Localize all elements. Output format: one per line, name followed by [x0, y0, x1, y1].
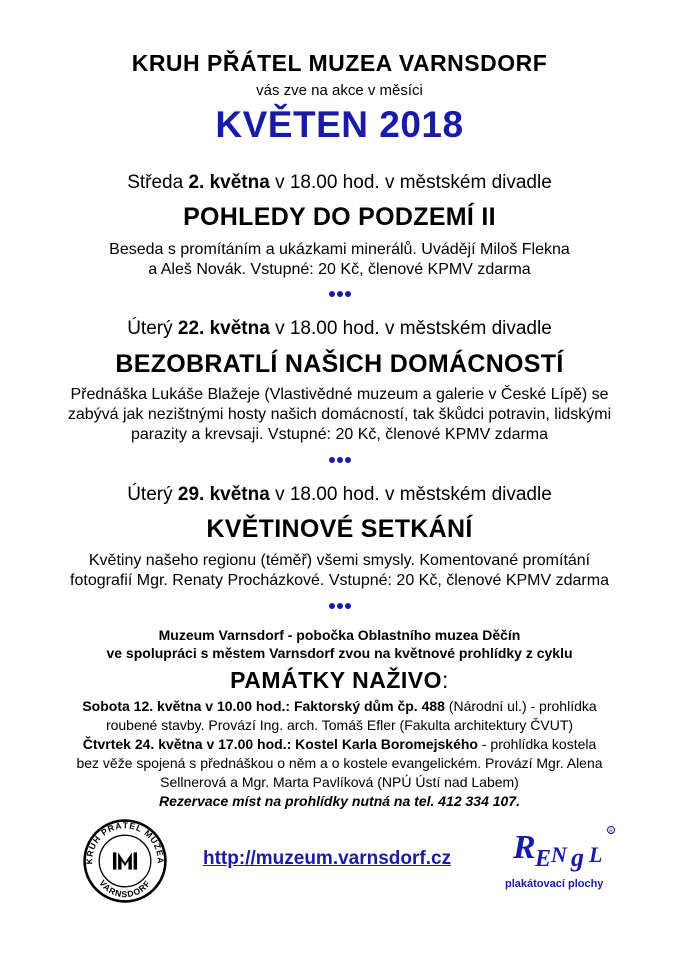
event-2-desc-line: zabývá jak nezištnými hosty našich domácností, tak škůdci potravin, lidskými — [67, 406, 612, 423]
svg-text:VARNSDORF: VARNSDORF — [97, 878, 153, 900]
museum-line: ve spolupráci s městem Varnsdorf zvou na květnové prohlídky z cyklu — [106, 645, 573, 661]
event-3-time-place: v 18.00 hod. v městském divadle — [275, 484, 552, 505]
event-1-desc-line: Beseda s promítáním a ukázkami minerálů. Uvádějí Miloš Flekna — [109, 241, 570, 258]
pamatky-l1-bold: Sobota 12. května v 10.00 hod.: Faktorský dům čp. 488 — [82, 698, 445, 714]
event-2-title: BEZOBRATLÍ NAŠICH DOMÁCNOSTÍ — [115, 350, 564, 378]
pamatky-line: roubené stavby. Provází Ing. arch. Tomáš Efler (Fakulta architektury ČVUT) — [105, 717, 574, 733]
svg-text:N: N — [551, 842, 567, 867]
separator-dots — [0, 455, 679, 466]
svg-text:R: R — [609, 828, 613, 835]
museum-invite — [0, 626, 679, 662]
event-3-desc-line: fotografií Mgr. Renaty Procházkové. Vstupné: 20 Kč, členové KPMV zdarma — [70, 572, 609, 589]
pamatky-l3-rest: - prohlídka kostela — [477, 736, 597, 752]
event-3-desc-line: Květiny našeho regionu (téměř) všemi smysly. Komentované promítání — [88, 552, 591, 569]
svg-text:R: R — [513, 829, 536, 866]
event-3-title: KVĚTINOVÉ SETKÁNÍ — [206, 515, 473, 543]
event-2-desc-line: parazity a krevsaji. Vstupné: 20 Kč, členové KPMV zdarma — [130, 426, 549, 443]
event-1-desc-line: a Aleš Novák. Vstupné: 20 Kč, členové KPMV zdarma — [148, 261, 531, 278]
month-title: KVĚTEN 2018 — [215, 104, 464, 145]
pamatky-title-text: PAMÁTKY NAŽIVO — [230, 667, 442, 693]
event-1-time-place: v 18.00 hod. v městském divadle — [275, 172, 552, 193]
event-2-day: Úterý — [127, 318, 173, 339]
pamatky-l3-bold: Čtvrtek 24. května v 17.00 hod.: Kostel Karla Boromejského — [82, 736, 478, 752]
event-2-date: 22. května — [177, 318, 270, 339]
event-3-day: Úterý — [127, 484, 173, 505]
separator-dots — [0, 601, 679, 612]
svg-text:L: L — [589, 842, 603, 867]
event-1-description — [0, 240, 679, 280]
svg-text:g: g — [571, 843, 584, 872]
separator-dots — [0, 289, 679, 300]
pamatky-line: bez věže spojená s přednáškou o něm a o kostele evangelickém. Provází Mgr. Alena — [76, 755, 603, 771]
pamatky-body — [0, 697, 679, 811]
pamatky-line — [0, 697, 679, 716]
pamatky-line: Sellnerová a Mgr. Marta Pavlíková (NPÚ Ústí nad Labem) — [160, 774, 519, 790]
event-2-time-place: v 18.00 hod. v městském divadle — [275, 318, 552, 339]
svg-text:KRUH PŘÁTEL MUZEA: KRUH PŘÁTEL MUZEA — [84, 820, 166, 865]
rengl-caption: plakátovací plochy — [505, 878, 604, 890]
pamatky-l1-rest: (Národní ul.) - prohlídka — [444, 698, 597, 714]
museum-line: Muzeum Varnsdorf - pobočka Oblastního muzea Děčín — [158, 627, 521, 643]
pamatky-title — [0, 667, 679, 694]
kpmv-logo-icon — [82, 818, 168, 904]
event-2-desc-line: Přednáška Lukáše Blažeje (Vlastivědné muzeum a galerie v České Lípě) se — [70, 386, 609, 403]
svg-text:E: E — [535, 846, 552, 872]
event-3-description — [0, 551, 679, 591]
pamatky-colon: : — [442, 667, 449, 693]
event-1-day: Středa — [127, 172, 184, 193]
event-3-dateline — [0, 484, 679, 506]
org-name: KRUH PŘÁTEL MUZEA VARNSDORF — [131, 50, 548, 76]
event-2-dateline — [0, 318, 679, 340]
event-1-title: POHLEDY DO PODZEMÍ II — [183, 203, 496, 231]
pamatky-line — [0, 735, 679, 754]
website-link[interactable]: http://muzeum.varnsdorf.cz — [203, 848, 452, 869]
invite-text: vás zve na akce v měsíci — [256, 82, 423, 99]
reservation-note: Rezervace míst na prohlídky nutná na tel. 412 334 107. — [158, 793, 521, 809]
event-1-date: 2. května — [188, 172, 270, 193]
event-2-description — [0, 385, 679, 445]
event-1-dateline — [0, 172, 679, 194]
event-3-date: 29. května — [177, 484, 270, 505]
